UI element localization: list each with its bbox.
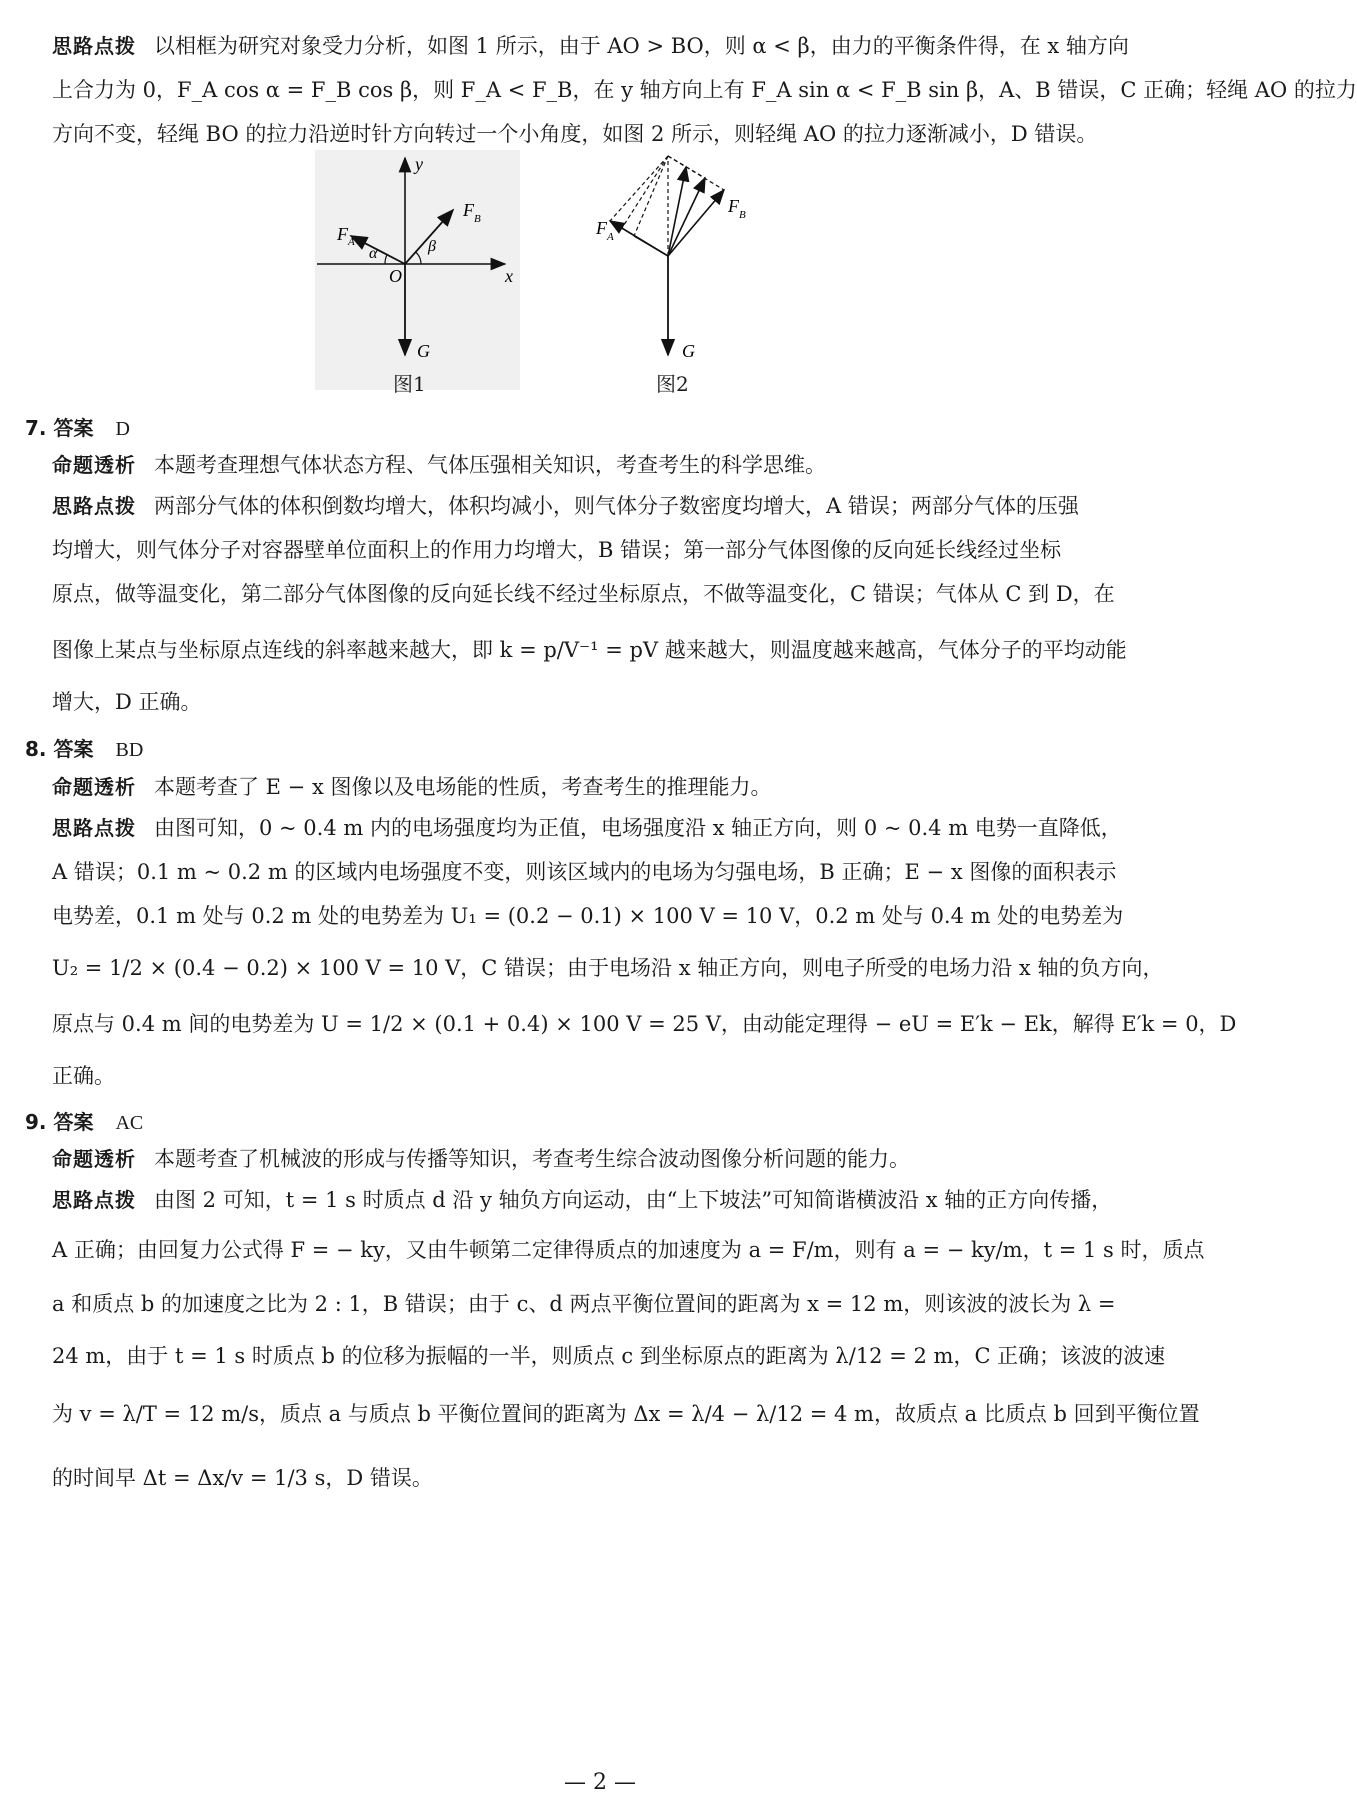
- page-number: — 2 —: [564, 1770, 636, 1795]
- dashed-line: [668, 156, 686, 167]
- text-line: 正确。: [52, 1064, 115, 1088]
- q9-answer-line: [25, 1106, 143, 1135]
- text-line: A 错误；0.1 m ~ 0.2 m 的区域内电场强度不变，则该区域内的电场为匀强电场，B 正确；E − x 图像的面积表示: [52, 860, 1117, 884]
- fb-subscript: B: [474, 213, 481, 225]
- dashed-line: [622, 156, 668, 228]
- text-line: A 正确；由回复力公式得 F = − ky，又由牛顿第二定律得质点的加速度为 a = F/m，则有 a = − ky/m，t = 1 s 时，质点: [52, 1238, 1205, 1262]
- text-line: 方向不变，轻绳 BO 的拉力沿逆时针方向转过一个小角度，如图 2 所示，则轻绳 AO 的拉力逐渐减小，D 错误。: [52, 122, 1098, 146]
- fb-vector: [668, 178, 705, 256]
- fb-subscript: B: [739, 209, 746, 221]
- text-line: 的时间早 Δt = Δx/v = 1/3 s，D 错误。: [52, 1466, 433, 1490]
- text-line: 均增大，则气体分子对容器壁单位面积上的作用力均增大，B 错误；第一部分气体图像的反向延长线经过坐标: [52, 538, 1062, 562]
- y-axis-label: y: [415, 154, 423, 174]
- solution-label: 思路点拨: [52, 816, 136, 840]
- figure-1: [315, 150, 520, 395]
- fb-vector: [668, 190, 724, 256]
- force-diagram-2: [590, 150, 770, 395]
- origin-label: O: [389, 266, 402, 286]
- dashed-line: [668, 156, 705, 178]
- alpha-label: α: [369, 245, 378, 262]
- fb-label: F: [728, 196, 739, 216]
- text-line: 原点，做等温变化，第二部分气体图像的反向延长线不经过坐标原点，不做等温变化，C 错误；气体从 C 到 D，在: [52, 582, 1115, 606]
- text-line: 原点与 0.4 m 间的电势差为 U = 1/2 × (0.1 + 0.4) × 100 V = 25 V，由动能定理得 − eU = E′k − Ek，解得 E′k = 0，D: [52, 1012, 1237, 1036]
- solution-label: 思路点拨: [52, 1188, 136, 1212]
- figure-1-caption: 图1: [393, 372, 426, 396]
- text-line: 电势差，0.1 m 处与 0.2 m 处的电势差为 U₁ = (0.2 − 0.1) × 100 V = 10 V，0.2 m 处与 0.4 m 处的电势差为: [52, 904, 1124, 928]
- g-label: G: [417, 341, 430, 361]
- text-line: 24 m，由于 t = 1 s 时质点 b 的位移为振幅的一半，则质点 c 到坐标原点的距离为 λ/12 = 2 m，C 正确；该波的波速: [52, 1344, 1166, 1368]
- question-number: 9. 答案: [25, 1110, 94, 1134]
- solution-label: 思路点拨: [52, 34, 136, 58]
- analysis-label: 命题透析: [52, 775, 136, 799]
- text-line: 上合力为 0，F_A cos α = F_B cos β，则 F_A < F_B，在 y 轴方向上有 F_A sin α < F_B sin β，A、B 错误，C 正确；轻绳 AO 的拉力: [52, 78, 1357, 102]
- fa-label: F: [337, 224, 348, 244]
- text-line: 本题考查了 E − x 图像以及电场能的性质，考查考生的推理能力。: [154, 775, 772, 799]
- figure-2: [590, 150, 770, 395]
- fb-label: F: [463, 200, 474, 220]
- text-line: 由图可知，0 ~ 0.4 m 内的电场强度均为正值，电场强度沿 x 轴正方向，则 0 ~ 0.4 m 电势一直降低，: [154, 816, 1122, 840]
- figure-2-caption: 图2: [656, 372, 689, 396]
- fa-label: F: [596, 218, 607, 238]
- text-line: 图像上某点与坐标原点连线的斜率越来越大，即 k = p/V⁻¹ = pV 越来越大，则温度越来越高，气体分子的平均动能: [52, 638, 1127, 662]
- text-line: 本题考查了机械波的形成与传播等知识，考查考生综合波动图像分析问题的能力。: [154, 1147, 910, 1171]
- text-line: U₂ = 1/2 × (0.4 − 0.2) × 100 V = 10 V，C 错误；由于电场沿 x 轴正方向，则电子所受的电场力沿 x 轴的负方向，: [52, 956, 1164, 980]
- beta-label: β: [428, 238, 436, 255]
- text-line: 为 v = λ/T = 12 m/s，质点 a 与质点 b 平衡位置间的距离为 Δx = λ/4 − λ/12 = 4 m，故质点 a 比质点 b 回到平衡位置: [52, 1402, 1200, 1426]
- fa-subscript: A: [607, 231, 614, 243]
- q8-answer-line: [25, 733, 143, 762]
- answer-value: AC: [115, 1112, 144, 1134]
- text-line: 两部分气体的体积倒数均增大，体积均减小，则气体分子数密度均增大，A 错误；两部分气体的压强: [154, 494, 1079, 518]
- analysis-label: 命题透析: [52, 1147, 136, 1171]
- dashed-line: [610, 156, 668, 221]
- text-line: 以相框为研究对象受力分析，如图 1 所示，由于 AO > BO，则 α < β，由力的平衡条件得，在 x 轴方向: [154, 34, 1129, 58]
- text-line: 增大，D 正确。: [52, 690, 202, 714]
- x-axis-label: x: [505, 266, 513, 286]
- question-number: 8. 答案: [25, 737, 94, 761]
- force-diagram-1: [315, 150, 520, 395]
- fa-subscript: A: [348, 236, 355, 248]
- text-line: a 和质点 b 的加速度之比为 2 : 1，B 错误；由于 c、d 两点平衡位置间的距离为 x = 12 m，则该波的波长为 λ =: [52, 1292, 1116, 1316]
- fb-vector: [668, 167, 686, 256]
- dashed-line: [634, 156, 668, 236]
- analysis-label: 命题透析: [52, 453, 136, 477]
- text-line: 本题考查理想气体状态方程、气体压强相关知识，考查考生的科学思维。: [154, 453, 826, 477]
- fa-vector: [634, 236, 668, 256]
- question-number: 7. 答案: [25, 416, 94, 440]
- text-line: 由图 2 可知，t = 1 s 时质点 d 沿 y 轴负方向运动，由“上下坡法”可知简谐横波沿 x 轴的正方向传播，: [154, 1188, 1113, 1212]
- q7-answer-line: [25, 412, 130, 441]
- g-label: G: [682, 341, 695, 361]
- answer-value: BD: [115, 739, 144, 761]
- answer-value: D: [115, 418, 130, 440]
- solution-label: 思路点拨: [52, 494, 136, 518]
